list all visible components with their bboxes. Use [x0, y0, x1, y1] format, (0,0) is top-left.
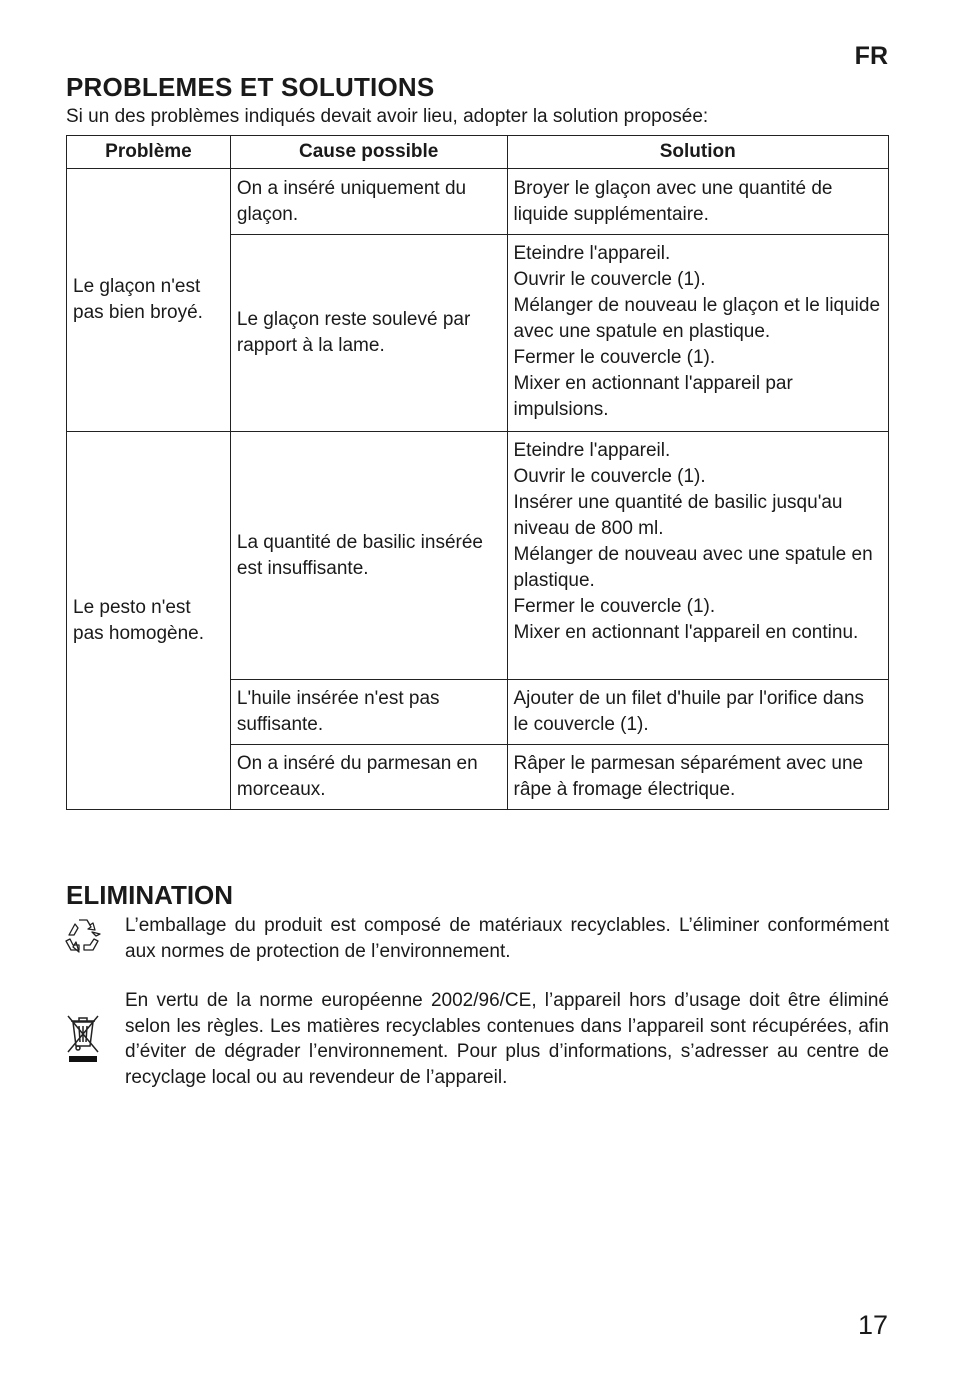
solution-line: Mixer en actionnant l'appareil en continu.	[513, 622, 859, 643]
page-number: 17	[857, 1310, 888, 1340]
crossed-bin-icon	[64, 1012, 100, 1064]
section-title-problems: PROBLEMES ET SOLUTIONS	[66, 72, 435, 102]
language-marker: FR	[854, 42, 888, 70]
solution-line: Mélanger de nouveau le glaçon et le liquide avec une spatule en plastique.	[513, 295, 881, 342]
solution-line: Mélanger de nouveau avec une spatule en plastique.	[513, 544, 873, 591]
problem-cell: Le pesto n'est pas homogène.	[67, 432, 231, 810]
cause-cell: L'huile insérée n'est pas suffisante.	[230, 680, 507, 745]
section-title-elimination: ELIMINATION	[66, 880, 234, 910]
solution-cell	[507, 432, 889, 680]
cause-cell: On a inséré uniquement du glaçon.	[230, 169, 507, 235]
table-row	[67, 432, 889, 680]
packaging-text: L’emballage du produit est composé de matériaux recyclables. L’éliminer conformément aux normes de protection de l’environnement.	[125, 915, 889, 962]
solution-cell	[507, 235, 889, 432]
solution-line: Râper le parmesan séparément avec une râpe à fromage électrique.	[513, 753, 864, 800]
recycle-icon	[62, 917, 104, 957]
solution-line: Ouvrir le couvercle (1).	[513, 269, 706, 290]
section-intro: Si un des problèmes indiqués devait avoir lieu, adopter la solution proposée:	[66, 106, 709, 127]
solution-line: Fermer le couvercle (1).	[513, 596, 716, 617]
solution-line: Eteindre l'appareil.	[513, 243, 671, 264]
cause-cell: Le glaçon reste soulevé par rapport à la lame.	[230, 235, 507, 432]
solution-line: Ajouter de un filet d'huile par l'orifice dans le couvercle (1).	[513, 688, 865, 735]
cause-cell: La quantité de basilic insérée est insuffisante.	[230, 432, 507, 680]
header-solution: Solution	[507, 136, 889, 169]
solution-line: Broyer le glaçon avec une quantité de liquide supplémentaire.	[513, 177, 833, 225]
solution-line: Eteindre l'appareil.	[513, 440, 671, 461]
solution-line: Ouvrir le couvercle (1).	[513, 466, 706, 487]
solution-line: Fermer le couvercle (1).	[513, 347, 716, 368]
header-cause: Cause possible	[230, 136, 507, 169]
solution-cell	[507, 745, 889, 810]
table-row	[67, 169, 889, 235]
header-problem: Problème	[67, 136, 231, 169]
troubleshooting-table	[66, 135, 889, 810]
solution-cell	[507, 169, 889, 235]
weee-text: En vertu de la norme européenne 2002/96/CE, l’appareil hors d’usage doit être éliminé selon les règles. Les matières recyclables contenues dans l’appareil sont récupérées, afin d’éviter de dégrader l’environnement. Pour plus d’informations, s’adresser au centre de recyclage local ou au revendeur de l’appareil.	[125, 990, 889, 1088]
solution-line: Insérer une quantité de basilic jusqu'au niveau de 800 ml.	[513, 492, 843, 539]
solution-cell	[507, 680, 889, 745]
cause-cell: On a inséré du parmesan en morceaux.	[230, 745, 507, 810]
problem-cell: Le glaçon n'est pas bien broyé.	[67, 169, 231, 432]
solution-line: Mixer en actionnant l'appareil par impulsions.	[513, 373, 793, 420]
table-header-row	[67, 136, 889, 169]
